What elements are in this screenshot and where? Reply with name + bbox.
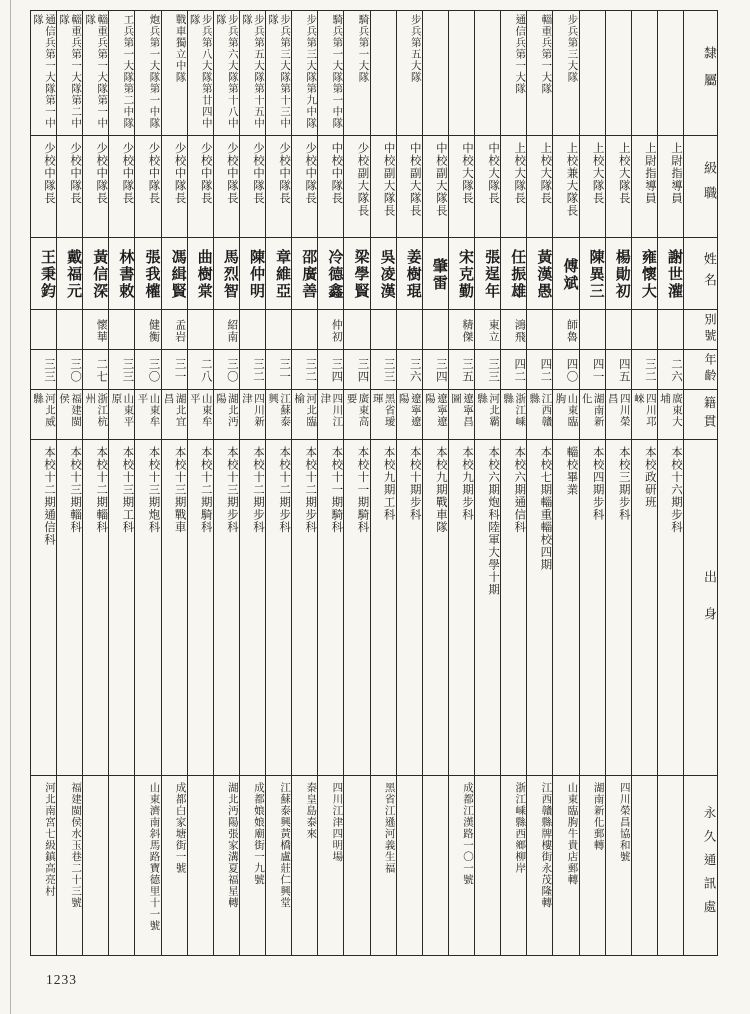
age-cell: 三一 <box>162 349 187 389</box>
alias-cell: 健衡 <box>135 309 160 349</box>
address-cell: 河北南宮七級鎮高亮村 <box>31 775 56 955</box>
person-column <box>265 11 291 955</box>
name-cell: 吳凌漢 <box>371 237 396 309</box>
age-cell: 三二 <box>240 349 265 389</box>
rank-cell: 上校兼大隊長 <box>553 135 578 237</box>
header-background-label: 出身 <box>684 439 717 775</box>
address-cell: 秦皇島泰來 <box>292 775 317 955</box>
alias-cell <box>57 309 82 349</box>
roster-table <box>30 10 718 956</box>
affiliation-cell <box>371 11 396 135</box>
background-cell: 本校十二期步科 <box>292 439 317 775</box>
background-cell: 本校十三期工科 <box>109 439 134 775</box>
alias-cell: 東立 <box>475 309 500 349</box>
affiliation-cell: 輜重兵第一大隊 <box>540 14 552 95</box>
affiliation-cell: 步兵第八大隊第廿四中隊 <box>188 14 212 129</box>
person-column <box>605 11 631 955</box>
affiliation-cell: 通信兵第一大隊第一中隊 <box>31 14 55 129</box>
affiliation-cell: 輜重兵第一大隊第一中隊 <box>84 14 108 129</box>
name-cell: 張我權 <box>135 237 160 309</box>
alias-cell <box>109 309 134 349</box>
age-cell: 三〇 <box>214 349 239 389</box>
name-cell: 任振雄 <box>501 237 526 309</box>
person-column <box>552 11 578 955</box>
age-cell: 三〇 <box>57 349 82 389</box>
affiliation-cell: 步兵第三大隊第十三中隊 <box>267 14 291 129</box>
native-place-cell: 江西贛縣 <box>527 389 552 439</box>
rank-cell: 少校中隊長 <box>292 135 317 237</box>
age-cell: 三三 <box>109 349 134 389</box>
background-cell: 本校四期步科 <box>580 439 605 775</box>
alias-cell: 精傑 <box>449 309 474 349</box>
header-alias-label: 別號 <box>684 309 717 349</box>
background-cell: 本校九期步科 <box>449 439 474 775</box>
name-cell: 傅斌 <box>553 237 578 309</box>
rank-cell: 少校中隊長 <box>31 135 56 237</box>
name-cell: 林書敕 <box>109 237 134 309</box>
alias-cell <box>397 309 422 349</box>
alias-cell <box>292 309 317 349</box>
native-place-cell: 四川邛崍 <box>632 389 657 439</box>
person-column <box>31 11 56 955</box>
alias-cell <box>266 309 291 349</box>
age-cell: 三五 <box>449 349 474 389</box>
name-cell: 宋克勤 <box>449 237 474 309</box>
address-cell: 黑省江遜河義生福 <box>371 775 396 955</box>
person-column <box>82 11 108 955</box>
address-cell <box>109 775 134 955</box>
address-cell: 成都白家塘街一號 <box>162 775 187 955</box>
address-cell <box>475 775 500 955</box>
alias-cell <box>658 309 683 349</box>
name-cell: 陳仲明 <box>240 237 265 309</box>
background-cell: 本校十期步科 <box>397 439 422 775</box>
rank-cell: 少校中隊長 <box>162 135 187 237</box>
name-cell: 馮緝賢 <box>162 237 187 309</box>
affiliation-cell: 步兵第五大隊第十五中隊 <box>240 14 264 129</box>
rank-cell: 少校中隊長 <box>135 135 160 237</box>
affiliation-cell: 工兵第一大隊第二中隊 <box>122 14 134 129</box>
address-cell <box>632 775 657 955</box>
background-cell: 本校十二期騎科 <box>188 439 213 775</box>
address-cell: 福建閩侯水玉巷二十三號 <box>57 775 82 955</box>
age-cell: 三一 <box>266 349 291 389</box>
native-place-cell: 山東臨朐 <box>553 389 578 439</box>
native-place-cell: 江蘇泰興 <box>266 389 291 439</box>
native-place-cell: 四川新津 <box>240 389 265 439</box>
rank-cell: 少校中隊長 <box>83 135 108 237</box>
native-place-cell: 遼寧昌圖 <box>449 389 474 439</box>
age-cell: 四五 <box>606 349 631 389</box>
rank-cell: 少校中隊長 <box>266 135 291 237</box>
rank-cell: 少校中隊長 <box>240 135 265 237</box>
address-cell: 湖南新化郵轉 <box>580 775 605 955</box>
alias-cell <box>240 309 265 349</box>
alias-cell <box>606 309 631 349</box>
rank-cell: 上校大隊長 <box>501 135 526 237</box>
affiliation-cell <box>475 11 500 135</box>
name-cell: 楊勛初 <box>606 237 631 309</box>
alias-cell: 孟岩 <box>162 309 187 349</box>
age-cell: 二六 <box>658 349 683 389</box>
person-column <box>579 11 605 955</box>
rank-cell: 少校中隊長 <box>109 135 134 237</box>
address-cell <box>658 775 683 955</box>
name-cell: 梁學賢 <box>344 237 369 309</box>
alias-cell <box>423 309 448 349</box>
header-address-label: 永久通訊處 <box>684 775 717 955</box>
native-place-cell: 廣東高要 <box>344 389 369 439</box>
name-cell: 邵廣善 <box>292 237 317 309</box>
name-cell: 張逞年 <box>475 237 500 309</box>
person-column <box>657 11 683 955</box>
name-cell: 黃漢愚 <box>527 237 552 309</box>
native-place-cell: 河北威縣 <box>31 389 56 439</box>
person-column <box>161 11 187 955</box>
background-cell: 本校政研班 <box>632 439 657 775</box>
age-cell: 二八 <box>188 349 213 389</box>
name-cell: 姜樹琨 <box>397 237 422 309</box>
address-cell: 浙江嵊縣西鄉柳岸 <box>501 775 526 955</box>
background-cell: 輜校畢業 <box>553 439 578 775</box>
person-column <box>134 11 160 955</box>
name-cell: 黃信深 <box>83 237 108 309</box>
affiliation-cell <box>632 11 657 135</box>
background-cell: 本校十二期輜科 <box>83 439 108 775</box>
rank-cell: 中校副大隊長 <box>423 135 448 237</box>
age-cell: 三四 <box>423 349 448 389</box>
background-cell: 本校三期步科 <box>606 439 631 775</box>
native-place-cell: 湖北沔陽 <box>214 389 239 439</box>
alias-cell <box>527 309 552 349</box>
person-column <box>343 11 369 955</box>
background-cell: 本校十三期炮科 <box>135 439 160 775</box>
person-column <box>448 11 474 955</box>
person-column <box>422 11 448 955</box>
native-place-cell: 遼寧遼陽 <box>423 389 448 439</box>
affiliation-cell: 步兵第三大隊第九中隊 <box>305 14 317 129</box>
affiliation-cell: 步兵第三大隊 <box>566 14 578 83</box>
rank-cell: 中校中隊長 <box>318 135 343 237</box>
rank-cell: 少校副大隊長 <box>344 135 369 237</box>
affiliation-cell <box>449 11 474 135</box>
affiliation-cell: 騎兵第一大隊 <box>357 14 369 83</box>
age-cell: 三六 <box>397 349 422 389</box>
name-cell: 肇雷 <box>423 237 448 309</box>
rank-cell: 上尉指導員 <box>632 135 657 237</box>
alias-cell <box>31 309 56 349</box>
address-cell <box>397 775 422 955</box>
alias-cell: 仲初 <box>318 309 343 349</box>
background-cell: 本校七期輜重輜校四期 <box>527 439 552 775</box>
address-cell <box>423 775 448 955</box>
native-place-cell: 山東牟平 <box>135 389 160 439</box>
age-cell: 四二 <box>501 349 526 389</box>
background-cell: 本校十三期戰車 <box>162 439 187 775</box>
affiliation-cell: 步兵第五大隊 <box>409 14 421 83</box>
address-cell: 四川江津四明場 <box>318 775 343 955</box>
affiliation-cell: 騎兵第一大隊第一中隊 <box>331 14 343 129</box>
background-cell: 本校十一期騎科 <box>318 439 343 775</box>
alias-cell: 懷華 <box>83 309 108 349</box>
person-column <box>370 11 396 955</box>
address-cell: 江西贛縣牌樓街永茂隆轉 <box>527 775 552 955</box>
native-place-cell: 黑省璦琿 <box>371 389 396 439</box>
rank-cell: 中校大隊長 <box>475 135 500 237</box>
person-column <box>631 11 657 955</box>
header-rank-label: 級職 <box>684 135 717 237</box>
header-affiliation-label: 隸屬 <box>702 45 717 100</box>
alias-cell <box>344 309 369 349</box>
header-native-place-label: 籍貫 <box>684 389 717 439</box>
person-column <box>317 11 343 955</box>
native-place-cell: 浙江嵊縣 <box>501 389 526 439</box>
affiliation-cell <box>658 11 683 135</box>
rank-cell: 上尉指導員 <box>658 135 683 237</box>
rank-cell: 中校大隊長 <box>449 135 474 237</box>
age-cell: 三三 <box>31 349 56 389</box>
person-column <box>291 11 317 955</box>
native-place-cell: 浙江杭州 <box>83 389 108 439</box>
rank-cell: 少校中隊長 <box>57 135 82 237</box>
rank-cell: 少校中隊長 <box>214 135 239 237</box>
person-column <box>526 11 552 955</box>
person-column <box>56 11 82 955</box>
address-cell <box>344 775 369 955</box>
alias-cell <box>371 309 396 349</box>
header-age-label: 年齡 <box>684 349 717 389</box>
background-cell: 本校九期工科 <box>371 439 396 775</box>
age-cell: 三二 <box>292 349 317 389</box>
background-cell: 本校十三期輜科 <box>57 439 82 775</box>
age-cell: 三二 <box>632 349 657 389</box>
header-column <box>683 11 717 955</box>
name-cell: 王秉鈞 <box>31 237 56 309</box>
affiliation-cell: 步兵第六大隊第十八中隊 <box>214 14 238 129</box>
age-cell: 三四 <box>318 349 343 389</box>
address-cell <box>83 775 108 955</box>
native-place-cell: 河北臨榆 <box>292 389 317 439</box>
background-cell: 本校十六期步科 <box>658 439 683 775</box>
native-place-cell: 河北霸縣 <box>475 389 500 439</box>
address-cell: 成都江漢路一〇一號 <box>449 775 474 955</box>
name-cell: 章維亞 <box>266 237 291 309</box>
header-name-label: 姓名 <box>684 237 717 309</box>
background-cell: 本校十二期步科 <box>240 439 265 775</box>
affiliation-cell: 通信兵第一大隊 <box>514 14 526 95</box>
background-cell: 本校十三期步科 <box>214 439 239 775</box>
address-cell: 湖北沔陽張家溝夏福星轉 <box>214 775 239 955</box>
native-place-cell: 四川江津 <box>318 389 343 439</box>
affiliation-cell: 戰車獨立中隊 <box>174 14 186 83</box>
rank-cell: 中校副大隊長 <box>371 135 396 237</box>
person-column <box>500 11 526 955</box>
person-column <box>239 11 265 955</box>
background-cell: 本校十二期步科 <box>266 439 291 775</box>
alias-cell: 紹南 <box>214 309 239 349</box>
person-column <box>396 11 422 955</box>
alias-cell: 師魯 <box>553 309 578 349</box>
address-cell: 山東濟南斜馬路寶德里十一號 <box>135 775 160 955</box>
name-cell: 曲樹棠 <box>188 237 213 309</box>
background-cell: 本校九期戰車隊 <box>423 439 448 775</box>
affiliation-cell <box>423 11 448 135</box>
address-cell <box>188 775 213 955</box>
affiliation-cell <box>606 11 631 135</box>
native-place-cell: 四川榮昌 <box>606 389 631 439</box>
alias-cell <box>632 309 657 349</box>
name-cell: 冷德鑫 <box>318 237 343 309</box>
person-column <box>108 11 134 955</box>
native-place-cell: 湖南新化 <box>580 389 605 439</box>
native-place-cell: 湖北宜昌 <box>162 389 187 439</box>
page-number: 1233 <box>46 972 77 987</box>
affiliation-cell <box>580 11 605 135</box>
alias-cell <box>580 309 605 349</box>
age-cell: 四〇 <box>553 349 578 389</box>
rank-cell: 少校中隊長 <box>188 135 213 237</box>
alias-cell: 鴻飛 <box>501 309 526 349</box>
age-cell: 三〇 <box>135 349 160 389</box>
native-place-cell: 廣東大埔 <box>658 389 683 439</box>
address-cell: 山東臨朐牛貴店郵轉 <box>553 775 578 955</box>
age-cell: 三三 <box>475 349 500 389</box>
background-cell: 本校六期通信科 <box>501 439 526 775</box>
age-cell: 四二 <box>527 349 552 389</box>
rank-cell: 上校大隊長 <box>606 135 631 237</box>
age-cell: 三四 <box>344 349 369 389</box>
rank-cell: 上校大隊長 <box>527 135 552 237</box>
affiliation-cell: 輜重兵第一大隊第二中隊 <box>58 14 82 129</box>
name-cell: 謝世灌 <box>658 237 683 309</box>
background-cell: 本校六期炮科陸軍大學十期 <box>475 439 500 775</box>
name-cell: 雍懷大 <box>632 237 657 309</box>
age-cell: 四一 <box>580 349 605 389</box>
name-cell: 陳異三 <box>580 237 605 309</box>
background-cell: 本校十一期騎科 <box>344 439 369 775</box>
background-cell: 本校十二期通信科 <box>31 439 56 775</box>
native-place-cell: 遼寧遼陽 <box>397 389 422 439</box>
alias-cell <box>188 309 213 349</box>
age-cell: 三三 <box>371 349 396 389</box>
age-cell: 二七 <box>83 349 108 389</box>
address-cell: 江蘇泰興黃橋盧莊仁興堂 <box>266 775 291 955</box>
address-cell: 成都娘娘廟街一九號 <box>240 775 265 955</box>
rank-cell: 上校大隊長 <box>580 135 605 237</box>
native-place-cell: 山東平原 <box>109 389 134 439</box>
person-column <box>187 11 213 955</box>
person-column <box>474 11 500 955</box>
name-cell: 馬烈智 <box>214 237 239 309</box>
native-place-cell: 山東牟平 <box>188 389 213 439</box>
affiliation-cell: 炮兵第一大隊第一中隊 <box>148 14 160 129</box>
native-place-cell: 福建閩侯 <box>57 389 82 439</box>
name-cell: 戴福元 <box>57 237 82 309</box>
address-cell: 四川榮昌協和號 <box>606 775 631 955</box>
rank-cell: 中校副大隊長 <box>397 135 422 237</box>
page-gutter-line <box>10 0 11 1014</box>
person-column <box>213 11 239 955</box>
